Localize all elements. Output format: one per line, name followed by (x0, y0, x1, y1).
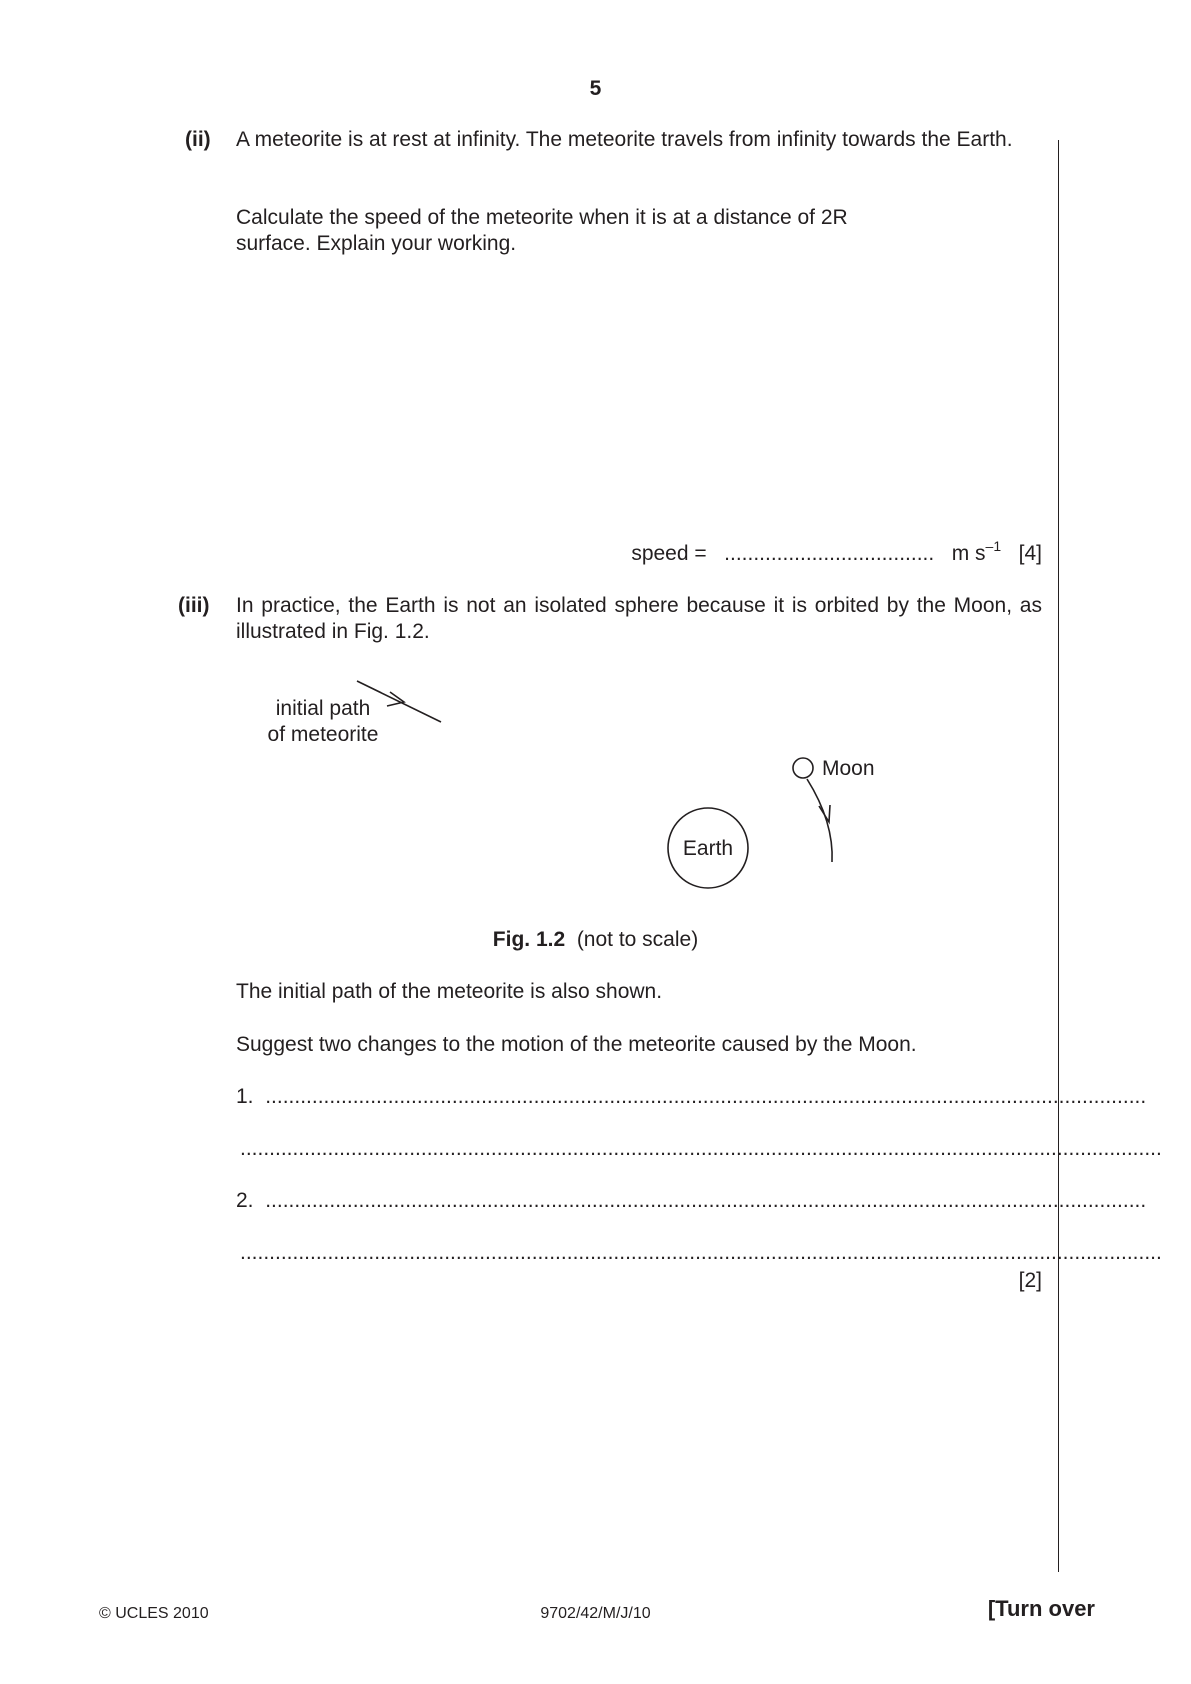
answer-1-dots: ....................................................................................................................................................... (265, 1085, 1147, 1108)
speed-unit: m s (951, 542, 986, 565)
speed-answer-dots[interactable]: .................................... (724, 542, 935, 565)
speed-unit-exponent: –1 (985, 538, 1002, 554)
question-label-ii: (ii) (185, 128, 211, 151)
footer-copyright: © UCLES 2010 (99, 1605, 209, 1622)
page-number: 5 (589, 77, 602, 100)
moon-orbit-arrow (807, 779, 832, 862)
part-ii-instruction-line2: surface. Explain your working. (236, 232, 517, 255)
path-label-line1: initial path (275, 697, 371, 720)
part-ii-instruction-line1: Calculate the speed of the meteorite when it is at a distance of 2R (236, 206, 848, 229)
part-ii-statement: A meteorite is at rest at infinity. The meteorite travels from infinity towards the Earth. (236, 128, 1013, 151)
answer-line-1b[interactable] (240, 1136, 1162, 1162)
figure-caption-number: Fig. 1.2 (492, 928, 566, 951)
footer-paper-code: 9702/42/M/J/10 (540, 1605, 651, 1622)
part-iii-statement: In practice, the Earth is not an isolated sphere because it is orbited by the Moon, as illustrated in Fig. 1.2. (236, 594, 1042, 643)
speed-label: speed = (631, 542, 707, 565)
answer-2-number: 2. (236, 1189, 254, 1212)
answer-1b-dots: .............................................................................................................................................................. (240, 1137, 1162, 1160)
answer-line-1[interactable] (236, 1084, 1147, 1110)
moon-label: Moon (822, 757, 875, 780)
figure-caption (0, 927, 1191, 953)
figure-followup-text: The initial path of the meteorite is also shown. (236, 980, 663, 1003)
speed-marks: [4] (1018, 542, 1042, 565)
answer-line-2[interactable] (236, 1188, 1147, 1214)
part-iii-marks: [2] (1018, 1269, 1042, 1292)
path-label-line2: of meteorite (267, 723, 379, 746)
question-label-iii: (iii) (178, 594, 210, 617)
footer-turn-over: [Turn over (987, 1596, 1095, 1621)
moon-circle (793, 758, 813, 778)
answer-2-dots: ....................................................................................................................................................... (265, 1189, 1147, 1212)
figure-caption-note: (not to scale) (576, 928, 699, 951)
suggest-changes-prompt: Suggest two changes to the motion of the meteorite caused by the Moon. (236, 1033, 917, 1056)
answer-2b-dots: .............................................................................................................................................................. (240, 1241, 1162, 1264)
earth-label: Earth (682, 837, 734, 860)
answer-line-2b[interactable] (240, 1240, 1162, 1266)
answer-1-number: 1. (236, 1085, 254, 1108)
